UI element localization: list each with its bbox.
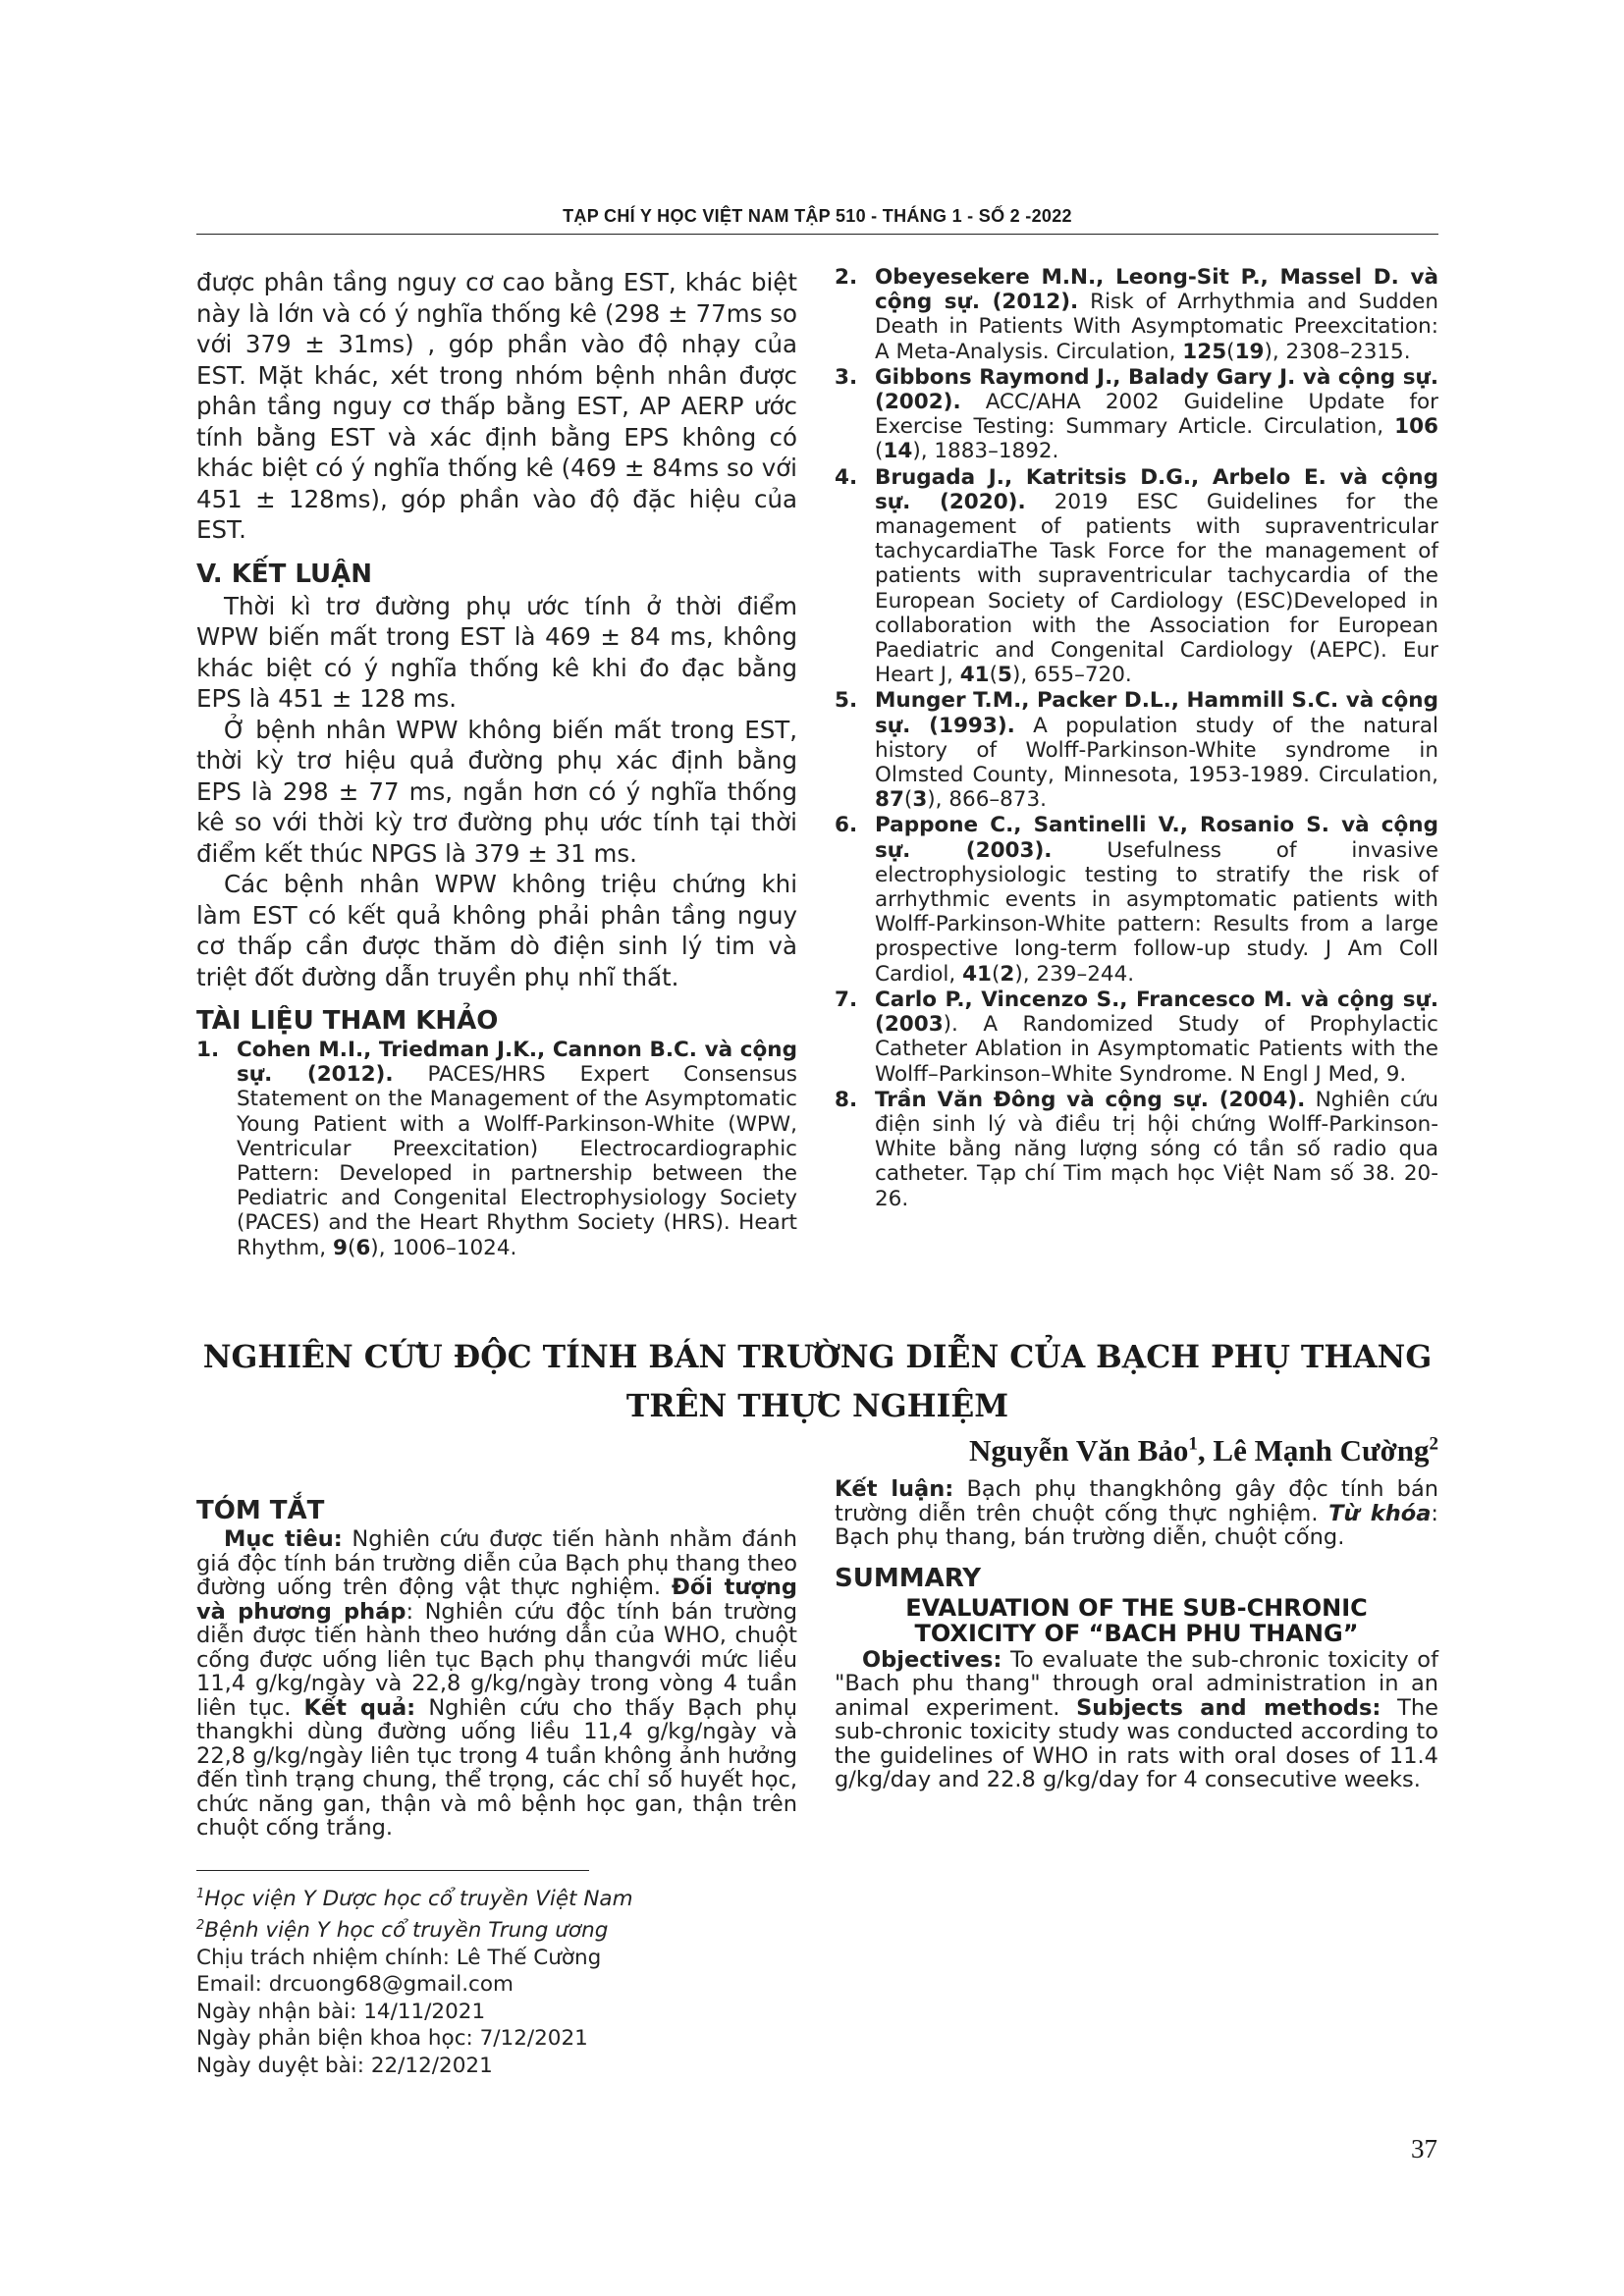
references-heading: TÀI LIỆU THAM KHẢO bbox=[196, 1006, 499, 1036]
reference-pages: , 655–720. bbox=[1020, 663, 1132, 688]
abstract-text: : Nghiên cứu độc tính bán trường diễn được tiến hành theo hướng dẫn của WHO, chuột cống được uống liên tục Bạch phụ thangvới mức liều 11,4 g/kg/ngày và 22,8 g/kg/ngày trong vòng 4 tuần liên tục. bbox=[196, 1598, 797, 1721]
reference-authors: Gibbons Raymond J., Balady Gary J. và cộng sự. (2002). bbox=[875, 364, 1438, 415]
reference-issue: 2 bbox=[1000, 961, 1015, 987]
abstract-paragraph bbox=[196, 1527, 797, 1841]
abstract-label: Kết quả: bbox=[303, 1694, 416, 1721]
reference-authors: Obeyesekere M.N., Leong-Sit P., Massel D. và cộng sự. (2012). bbox=[875, 265, 1438, 315]
summary-paragraph bbox=[835, 1648, 1438, 1792]
author-affiliation-mark: 1 bbox=[1188, 1433, 1198, 1455]
summary-body bbox=[835, 1648, 1438, 1792]
reference-text: Nghiên cứu điện sinh lý và điều trị hội chứng Wolff-Parkinson-White bằng năng lượng sóng có tần số radio qua catheter. Tạp chí Tim mạch học Việt Nam số 38. 20-26. bbox=[875, 1087, 1439, 1211]
discussion-paragraph: được phân tầng nguy cơ cao bằng EST, khác biệt này là lớn và có ý nghĩa thống kê (298 ± 77ms so với 379 ± 31ms) , góp phần vào độ nhạy của EST. Mặt khác, xét trong nhóm bệnh nhân được phân tầng nguy cơ thấp bằng EST, AP AERP ước tính bằng EST và xác định bằng EPS không có khác biệt có ý nghĩa thống kê (469 ± 84ms so với 451 ± 128ms), góp phần vào độ đặc hiệu của EST. bbox=[196, 268, 797, 544]
reference-pages: , 1006–1024. bbox=[378, 1235, 517, 1260]
date-accepted: Ngày duyệt bài: 22/12/2021 bbox=[196, 2053, 493, 2078]
conclusion-paragraph: Ở bệnh nhân WPW không biến mất trong EST, thời kỳ trơ hiệu quả đường phụ xác định bằng EPS là 298 ± 77 ms, ngắn hơn có ý nghĩa thống kê so với thời kỳ trơ đường phụ ước tính tại thời điểm kết thúc NPGS là 379 ± 31 ms. bbox=[196, 715, 797, 868]
right-column-bottom bbox=[835, 1477, 1438, 1792]
reference-item bbox=[835, 1088, 1438, 1211]
abstract-paragraph bbox=[835, 1477, 1438, 1550]
reference-issue: 3 bbox=[912, 787, 928, 813]
reference-pages: , 239–244. bbox=[1022, 961, 1135, 987]
conclusion-paragraph: Các bệnh nhân WPW không triệu chứng khi làm EST có kết quả không phải phân tầng nguy cơ thấp cần được thăm dò điện sinh lý tim và triệt đốt đường dẫn truyền phụ nhĩ thất. bbox=[196, 870, 797, 991]
reference-number: 4. bbox=[835, 464, 858, 490]
affiliation-mark: 2 bbox=[196, 1918, 205, 1934]
reference-item: 4. Brugada J., Katritsis D.G., Arbelo E. và cộng sự. (2020). 2019 ESC Guidelines for the management of patients with supraventricular tachycardiaThe Task Force for the management of patients with supraventricular tachycardia of the European Society of Cardiology (ESC)Developed in collaboration with the Association for European Paediatric and Congenital Cardiology (AEPC). Eur Heart J, 41(5), 655–720. bbox=[835, 464, 1438, 688]
reference-authors: Cohen M.I., Triedman J.K., Cannon B.C. và cộng sự. (2012). bbox=[237, 1038, 797, 1088]
reference-volume: 41 bbox=[959, 663, 990, 688]
abstract-text: Nghiên cứu được tiến hành nhằm đánh giá độc tính bán trường diễn của Bạch phụ thang theo đường uống trên động vật thực nghiệm. bbox=[196, 1526, 797, 1600]
reference-item: 2. Obeyesekere M.N., Leong-Sit P., Massel D. và cộng sự. (2012). Risk of Arrhythmia and Sudden Death in Patients With Asymptomatic Preexcitation: A Meta-Analysis. Circulation, 125(19), 2308–2315. bbox=[835, 265, 1438, 364]
reference-text: PACES/HRS Expert Consensus Statement on the Management of the Asymptomatic Young Patient with a Wolff-Parkinson-White (WPW, Ventricular Preexcitation) Electrocardiographic Pattern: Developed in partnership between the Pediatric and Congenital Electrophysiology Society (PACES) and the Heart Rhythm Society (HRS). Heart Rhythm, bbox=[237, 1062, 797, 1260]
date-received: Ngày nhận bài: 14/11/2021 bbox=[196, 1999, 486, 2024]
abstract-heading: TÓM TẮT bbox=[196, 1496, 325, 1525]
reference-pages: , 866–873. bbox=[935, 787, 1047, 813]
summary-label: Objectives: bbox=[862, 1646, 1002, 1673]
affiliation-text: Học viện Y Dược học cổ truyền Việt Nam bbox=[204, 1886, 633, 1911]
right-column-top bbox=[835, 265, 1438, 1212]
summary-title bbox=[835, 1595, 1438, 1646]
article-title-line: NGHIÊN CỨU ĐỘC TÍNH BÁN TRƯỜNG DIỄN CỦA BẠCH PHỤ THANG bbox=[202, 1339, 1433, 1375]
reference-number: 8. bbox=[835, 1087, 858, 1112]
author-separator: , bbox=[1197, 1433, 1214, 1468]
affiliation-mark: 1 bbox=[196, 1886, 205, 1901]
summary-heading: SUMMARY bbox=[835, 1563, 982, 1593]
reference-issue: 14 bbox=[883, 439, 913, 464]
reference-pages: , 2308–2315. bbox=[1272, 339, 1411, 364]
reference-text: Usefulness of invasive electrophysiologic testing to stratify the risk of arrhythmic events in asymptomatic patients with Wolff-Parkinson-White pattern: Results from a large prospective long-term follow-up study. J Am Coll Cardiol, bbox=[875, 837, 1438, 987]
reference-list-left bbox=[196, 1038, 797, 1260]
reference-authors: Brugada J., Katritsis D.G., Arbelo E. và cộng sự. (2020). bbox=[875, 464, 1438, 514]
reference-issue: 5 bbox=[998, 663, 1012, 688]
reference-number: 1. bbox=[196, 1038, 220, 1062]
conclusion-paragraph: Thời kì trơ đường phụ ước tính ở thời điểm WPW biến mất trong EST là 469 ± 84 ms, không khác biệt có ý nghĩa thống kê khi đo đạc bằng EPS là 451 ± 128 ms. bbox=[196, 591, 797, 713]
author-line bbox=[969, 1433, 1438, 1468]
reference-issue: 19 bbox=[1234, 339, 1265, 364]
article-title bbox=[196, 1333, 1438, 1431]
reference-authors: Munger T.M., Packer D.L., Hammill S.C. và cộng sự. (1993). bbox=[875, 688, 1438, 738]
reference-number: 2. bbox=[835, 265, 858, 290]
reference-volume: 106 bbox=[1394, 414, 1438, 440]
conclusion-heading: V. KẾT LUẬN bbox=[196, 559, 373, 589]
summary-text: The sub-chronic toxicity study was conducted according to the guidelines of WHO in rats with oral doses of 11.4 g/kg/day and 22.8 g/kg/day for 4 consecutive weeks. bbox=[835, 1694, 1439, 1792]
left-column-bottom bbox=[196, 1482, 797, 2079]
reference-volume: 125 bbox=[1182, 339, 1227, 364]
date-reviewed: Ngày phản biện khoa học: 7/12/2021 bbox=[196, 2026, 588, 2052]
reference-authors: Carlo P., Vincenzo S., Francesco M. và cộng sự. (2003 bbox=[875, 987, 1438, 1038]
reference-item: 6. Pappone C., Santinelli V., Rosanio S. và cộng sự. (2003). Usefulness of invasive electrophysiologic testing to stratify the risk of arrhythmic events in asymptomatic patients with Wolff-Parkinson-White pattern: Results from a large prospective long-term follow-up study. J Am Coll Cardiol, 41(2), 239–244. bbox=[835, 813, 1438, 987]
contact-email: Email: drcuong68@gmail.com bbox=[196, 1972, 514, 1998]
reference-item: 3. Gibbons Raymond J., Balady Gary J. và cộng sự. (2002). ACC/AHA 2002 Guideline Update for Exercise Testing: Summary Article. Circulation, 106 (14), 1883–1892. bbox=[835, 364, 1438, 464]
affiliation-1 bbox=[196, 1881, 797, 1913]
conclusion-body bbox=[196, 591, 797, 993]
abstract-label: Kết luận: bbox=[835, 1476, 954, 1502]
running-head: TẠP CHÍ Y HỌC VIỆT NAM TẬP 510 - THÁNG 1 - SỐ 2 -2022 bbox=[563, 206, 1072, 226]
reference-item: 1. Cohen M.I., Triedman J.K., Cannon B.C. và cộng sự. (2012). PACES/HRS Expert Consensus Statement on the Management of the Asymptomatic Young Patient with a Wolff-Parkinson-White (WPW, Ventricular Preexcitation) Electrocardiographic Pattern: Developed in partnership between the Pediatric and Congenital Electrophysiology Society (PACES) and the Heart Rhythm Society (HRS). Heart Rhythm, 9(6), 1006–1024. bbox=[196, 1038, 797, 1260]
summary-label: Subjects and methods: bbox=[1076, 1694, 1381, 1721]
article-title-line: TRÊN THỰC NGHIỆM bbox=[625, 1388, 1009, 1424]
summary-title-line: EVALUATION OF THE SUB-CHRONIC bbox=[905, 1593, 1368, 1622]
abstract-label: Từ khóa bbox=[1328, 1500, 1432, 1526]
discussion-continued bbox=[196, 267, 797, 546]
footnotes bbox=[196, 1881, 797, 2080]
affiliation-2 bbox=[196, 1912, 797, 1945]
header-rule bbox=[196, 234, 1438, 235]
reference-text: ACC/AHA 2002 Guideline Update for Exercise Testing: Summary Article. Circulation, bbox=[875, 390, 1438, 440]
summary-text: To evaluate the sub-chronic toxicity of "Bach phu thang" through oral administration in an animal experiment. bbox=[835, 1646, 1438, 1721]
left-column-top bbox=[196, 267, 797, 1261]
abstract-vi-part1 bbox=[196, 1527, 797, 1841]
reference-volume: 41 bbox=[962, 961, 992, 987]
reference-pages: , 1883–1892. bbox=[920, 439, 1059, 464]
reference-volume: 9 bbox=[332, 1235, 348, 1260]
reference-text: Risk of Arrhythmia and Sudden Death in Patients With Asymptomatic Preexcitation: A Meta-Analysis. Circulation, bbox=[875, 290, 1438, 364]
reference-item bbox=[835, 988, 1438, 1087]
abstract-label: Mục tiêu: bbox=[224, 1526, 343, 1552]
abstract-vi-part2 bbox=[835, 1477, 1438, 1550]
abstract-text: Bạch phụ thangkhông gây độc tính bán trường diễn trên chuột cống thực nghiệm. bbox=[835, 1476, 1439, 1526]
reference-number: 6. bbox=[835, 813, 858, 838]
reference-issue: 6 bbox=[355, 1235, 371, 1260]
reference-volume: 87 bbox=[875, 787, 904, 813]
reference-authors: Trần Văn Đông và cộng sự. (2004). bbox=[875, 1087, 1306, 1112]
page-number: 37 bbox=[1411, 2134, 1437, 2163]
summary-title-line: TOXICITY OF “BACH PHU THANG” bbox=[914, 1619, 1359, 1647]
reference-number: 3. bbox=[835, 364, 858, 390]
reference-list-right bbox=[835, 265, 1438, 1211]
author-affiliation-mark: 2 bbox=[1429, 1433, 1438, 1455]
author-name: Lê Mạnh Cường bbox=[1213, 1433, 1430, 1468]
abstract-text: : Bạch phụ thang, bán trường diễn, chuột cống. bbox=[835, 1500, 1438, 1550]
reference-item: 5. Munger T.M., Packer D.L., Hammill S.C. và cộng sự. (1993). A population study of the natural history of Wolff-Parkinson-White syndrome in Olmsted County, Minnesota, 1953-1989. Circulation, 87(3), 866–873. bbox=[835, 688, 1438, 813]
reference-authors: Pappone C., Santinelli V., Rosanio S. và cộng sự. (2003). bbox=[875, 813, 1438, 863]
responsible-author: Chịu trách nhiệm chính: Lê Thế Cường bbox=[196, 1945, 602, 1970]
footnote-rule bbox=[196, 1870, 589, 1871]
abstract-label: Đối tượng và phương pháp bbox=[196, 1575, 797, 1625]
reference-number: 7. bbox=[835, 987, 858, 1012]
abstract-text: Nghiên cứu cho thấy Bạch phụ thangkhi dùng đường uống liều 11,4 g/kg/ngày và 22,8 g/kg/ngày liên tục trong 4 tuần không ảnh hưởng đến tình trạng chung, thể trọng, các chỉ số huyết học, chức năng gan, thận và mô bệnh học gan, thận trên chuột cống trắng. bbox=[196, 1694, 798, 1841]
author-name: Nguyễn Văn Bảo bbox=[969, 1433, 1189, 1468]
reference-text: 2019 ESC Guidelines for the management of patients with supraventricular tachycardiaThe Task Force for the management of patients with supraventricular tachycardia of the European Society of Cardiology (ESC)Developed in collaboration with the Association for European Paediatric and Congenital Cardiology (AEPC). Eur Heart J, bbox=[875, 489, 1438, 688]
affiliation-text: Bệnh viện Y học cổ truyền Trung ương bbox=[204, 1918, 609, 1944]
reference-number: 5. bbox=[835, 688, 858, 714]
reference-text: A population study of the natural history of Wolff-Parkinson-White syndrome in Olmsted County, Minnesota, 1953-1989. Circulation, bbox=[875, 713, 1438, 788]
reference-text: ). A Randomized Study of Prophylactic Catheter Ablation in Asymptomatic Patients with the Wolff–Parkinson–White Syndrome. N Engl J Med, 9. bbox=[875, 1012, 1438, 1087]
